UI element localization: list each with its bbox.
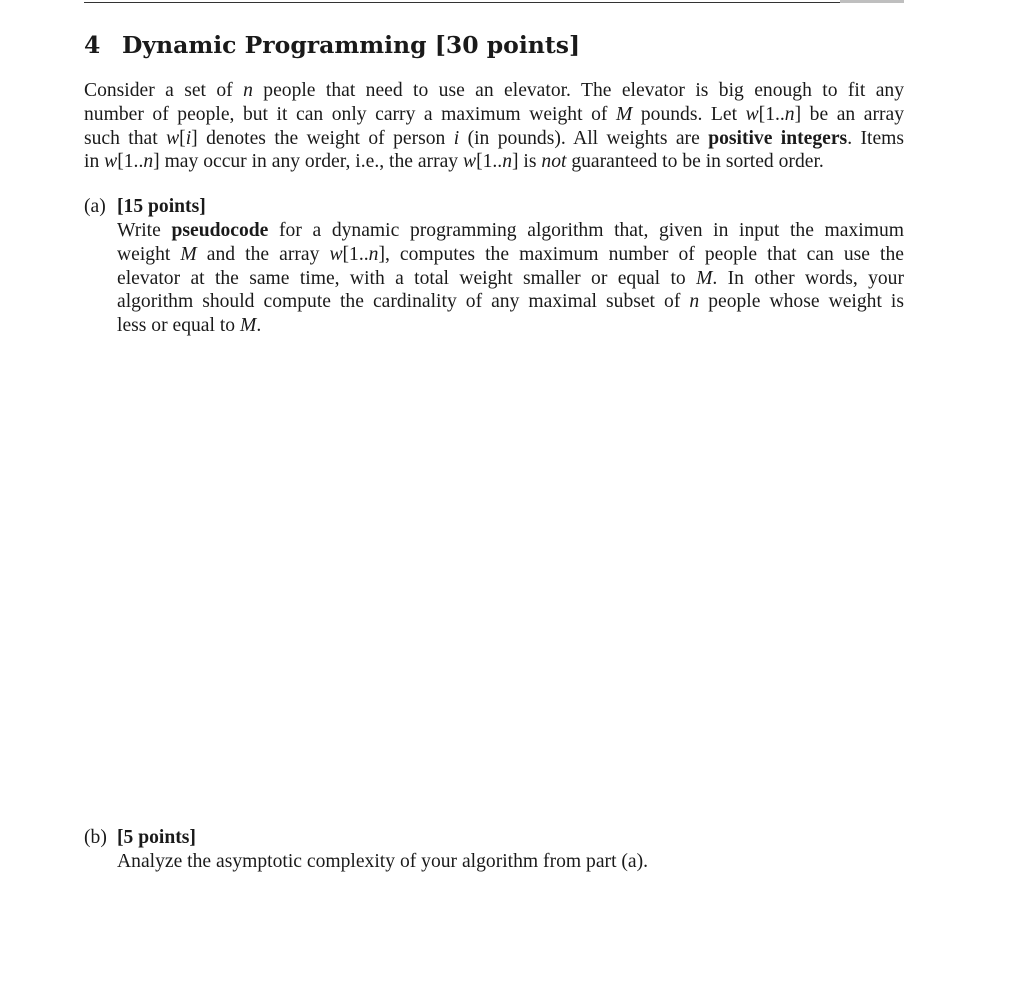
section-title <box>84 28 580 62</box>
part-b-body <box>117 850 904 874</box>
text: . Items <box>847 127 905 149</box>
text: [1.. <box>758 103 785 125</box>
text: [1.. <box>342 243 369 265</box>
var-M: M <box>180 243 197 265</box>
text: Write <box>117 220 172 241</box>
text: and the array <box>196 243 330 265</box>
text: ] be an array <box>794 103 905 125</box>
var-M: M <box>615 103 633 125</box>
top-rule-accent <box>840 0 904 3</box>
text: [1.. <box>117 151 144 173</box>
section-title-text: Dynamic Programming [30 points] <box>122 31 581 59</box>
text: in <box>84 151 105 173</box>
top-rule <box>84 2 904 3</box>
text: people whose weight is <box>699 291 904 313</box>
text: [ <box>179 127 186 149</box>
var-n: n <box>368 243 379 265</box>
var-M: M <box>696 267 713 289</box>
var-w: w <box>329 243 343 265</box>
intro-line-4 <box>84 150 904 174</box>
text: ], computes the maximum number of people that can use the <box>378 243 904 265</box>
part-a-line-3 <box>117 267 904 291</box>
part-a-line-5 <box>117 314 904 338</box>
text: number of people, but it can only carry a maximum weight of <box>84 103 616 125</box>
intro-paragraph <box>84 79 904 174</box>
var-w: w <box>104 151 118 173</box>
var-M: M <box>239 315 257 337</box>
text: algorithm should compute the cardinality of any maximal subset of <box>117 291 690 313</box>
text: weight <box>117 243 181 265</box>
part-b-letter: (b) <box>84 827 107 848</box>
text: for a dynamic programming algorithm that, given in input the maximum <box>268 220 904 241</box>
text: elevator at the same time, with a total weight smaller or equal to <box>117 267 697 289</box>
intro-line-3 <box>84 127 904 151</box>
text: people that need to use an elevator. The elevator is big enough to fit any <box>252 80 904 101</box>
bold-pseudocode: pseudocode <box>171 220 269 241</box>
text: ] is <box>512 151 542 173</box>
part-b-line-1: Analyze the asymptotic complexity of your algorithm from part (a). <box>117 851 649 872</box>
text: ] may occur in any order, i.e., the array <box>153 151 463 173</box>
text: [1.. <box>476 151 503 173</box>
section-number: 4 <box>84 31 101 59</box>
part-a-line-2 <box>117 243 904 267</box>
part-b-points: [5 points] <box>117 827 196 848</box>
var-i: i <box>185 127 192 149</box>
part-a-line-4 <box>117 290 904 314</box>
intro-line-2 <box>84 103 904 127</box>
text: such that <box>84 127 167 149</box>
emphasis-not: not <box>541 151 567 173</box>
var-n: n <box>143 151 154 173</box>
bold-positive-integers: positive integers <box>708 127 848 149</box>
part-a-heading <box>84 195 206 219</box>
text: . In other words, your <box>712 267 904 289</box>
intro-line-1 <box>84 79 904 103</box>
text: . <box>256 315 262 337</box>
var-i: i <box>453 127 460 149</box>
part-b-heading <box>84 826 196 850</box>
var-n: n <box>689 291 700 313</box>
var-w: w <box>745 103 759 125</box>
part-a-letter: (a) <box>84 196 106 217</box>
var-w: w <box>463 151 477 173</box>
text: pounds. Let <box>632 103 746 125</box>
text: Consider a set of <box>84 80 244 101</box>
part-a-body <box>117 219 904 338</box>
var-n: n <box>243 80 253 101</box>
text: (in pounds). All weights are <box>459 127 709 149</box>
part-a-points: [15 points] <box>117 196 206 217</box>
text: less or equal to <box>117 315 240 337</box>
var-n: n <box>784 103 795 125</box>
var-n: n <box>502 151 512 173</box>
text: ] denotes the weight of person <box>191 127 454 149</box>
text: guaranteed to be in sorted order. <box>566 151 824 173</box>
var-w: w <box>166 127 180 149</box>
part-a-line-1 <box>117 219 904 243</box>
